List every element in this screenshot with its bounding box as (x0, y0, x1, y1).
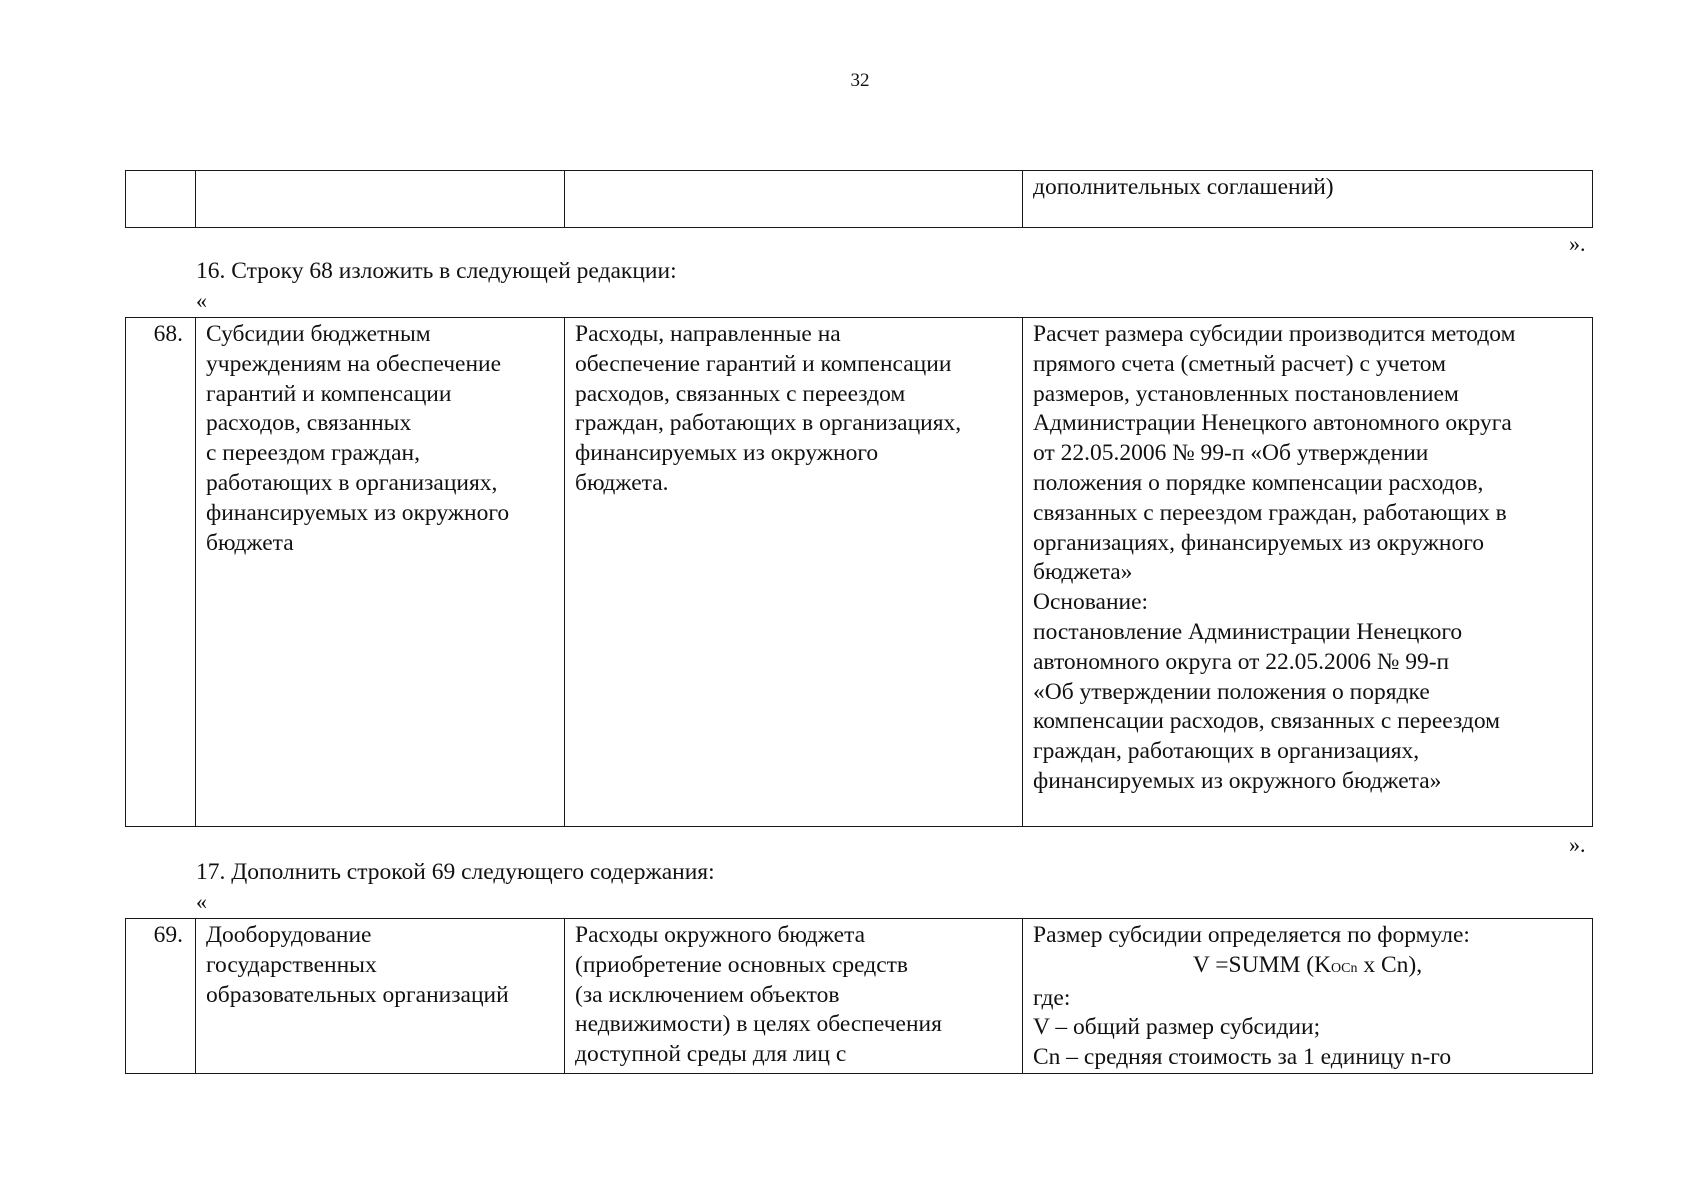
cell-line: финансируемых из окружного (206, 499, 510, 526)
cell-line: компенсации расходов, связанных с переездом (1033, 708, 1501, 735)
formula-prefix: V =SUMM (K (1192, 951, 1332, 978)
opening-quote-16: « (196, 288, 207, 313)
cell-line: бюджета» (1033, 559, 1133, 586)
cell-line: (за исключением объектов (575, 981, 840, 1008)
cell-line: недвижимости) в целях обеспечения (575, 1011, 942, 1038)
cell-line: государственных (206, 951, 377, 978)
expense-cell (565, 318, 1023, 827)
cell-line: Основание: (1033, 589, 1149, 616)
cell-line: V – общий размер субсидии; (1033, 1014, 1321, 1041)
table-row-69 (125, 918, 1593, 1074)
name-cell (196, 171, 565, 228)
cell-line: где: (1033, 984, 1071, 1011)
cell-line: от 22.05.2006 № 99-п «Об утверждении (1033, 440, 1429, 467)
cell-line: Расчет размера субсидии производится методом (1033, 321, 1516, 347)
instruction-17: 17. Дополнить строкой 69 следующего содержания: (196, 859, 715, 885)
cell-line: Размер субсидии определяется по формуле: (1033, 922, 1470, 948)
row-number-cell (126, 171, 196, 228)
opening-quote-17: « (196, 889, 207, 914)
table-row (126, 919, 1593, 1074)
formula (1033, 951, 1582, 984)
cell-line: бюджета. (575, 469, 669, 496)
calculation-cell (1023, 318, 1593, 827)
cell-line: граждан, работающих в организациях, (1033, 738, 1420, 765)
cell-line: расходов, связанных с переездом (575, 380, 906, 407)
cell-line: обеспечение гарантий и компенсации (575, 350, 952, 377)
cell-line: прямого счета (сметный расчет) с учетом (1033, 350, 1446, 377)
cell-line: гарантий и компенсации (206, 380, 452, 407)
cell-line: организациях, финансируемых из окружного (1033, 529, 1485, 556)
cell-line: бюджета (206, 529, 294, 556)
cell-line: Расходы окружного бюджета (575, 922, 866, 948)
cell-line: (приобретение основных средств (575, 951, 909, 978)
cell-line: Дооборудование (206, 922, 372, 948)
closing-quote-2: ». (1569, 832, 1586, 857)
cell-line: работающих в организациях, (206, 469, 498, 496)
row-number-cell: 69. (126, 919, 196, 1074)
calculation-cell (1023, 919, 1593, 1074)
cell-line: связанных с переездом граждан, работающих в (1033, 499, 1507, 526)
page-number: 32 (850, 70, 870, 91)
name-cell (196, 318, 565, 827)
cell-line: Субсидии бюджетным (206, 321, 431, 347)
name-cell (196, 919, 565, 1074)
cell-line: постановление Администрации Ненецкого (1033, 618, 1463, 645)
cell-line: финансируемых из окружного (575, 440, 879, 467)
formula-subscript: OCn (1331, 960, 1358, 976)
cell-line: дополнительных соглашений) (1033, 174, 1334, 200)
cell-line: Администрации Ненецкого автономного округа (1033, 410, 1512, 437)
cell-line: автономного округа от 22.05.2006 № 99-п (1033, 648, 1450, 675)
closing-quote-1: ». (1569, 231, 1586, 256)
cell-line: с переездом граждан, (206, 440, 420, 467)
table-continuation (125, 170, 1593, 228)
formula-suffix: x Cn), (1357, 951, 1423, 978)
cell-line: Расходы, направленные на (575, 321, 841, 347)
cell-line: учреждениям на обеспечение (206, 350, 502, 377)
cell-line: «Об утверждении положения о порядке (1033, 678, 1430, 705)
cell-line: положения о порядке компенсации расходов, (1033, 469, 1484, 496)
cell-line: граждан, работающих в организациях, (575, 410, 962, 437)
expense-cell (565, 171, 1023, 228)
cell-line: размеров, установленных постановлением (1033, 380, 1459, 407)
cell-line: доступной среды для лиц с (575, 1041, 847, 1068)
table-row (126, 318, 1593, 827)
row-number-cell: 68. (126, 318, 196, 827)
expense-cell (565, 919, 1023, 1074)
cell-line: финансируемых из окружного бюджета» (1033, 767, 1442, 794)
table-row-68 (125, 317, 1593, 827)
table-row (126, 171, 1593, 228)
cell-line: расходов, связанных (206, 410, 412, 437)
instruction-16: 16. Строку 68 изложить в следующей редакции: (196, 258, 677, 284)
calculation-cell (1023, 171, 1593, 228)
cell-line: Cn – средняя стоимость за 1 единицу n-го (1033, 1044, 1452, 1071)
cell-line: образовательных организаций (206, 981, 509, 1008)
